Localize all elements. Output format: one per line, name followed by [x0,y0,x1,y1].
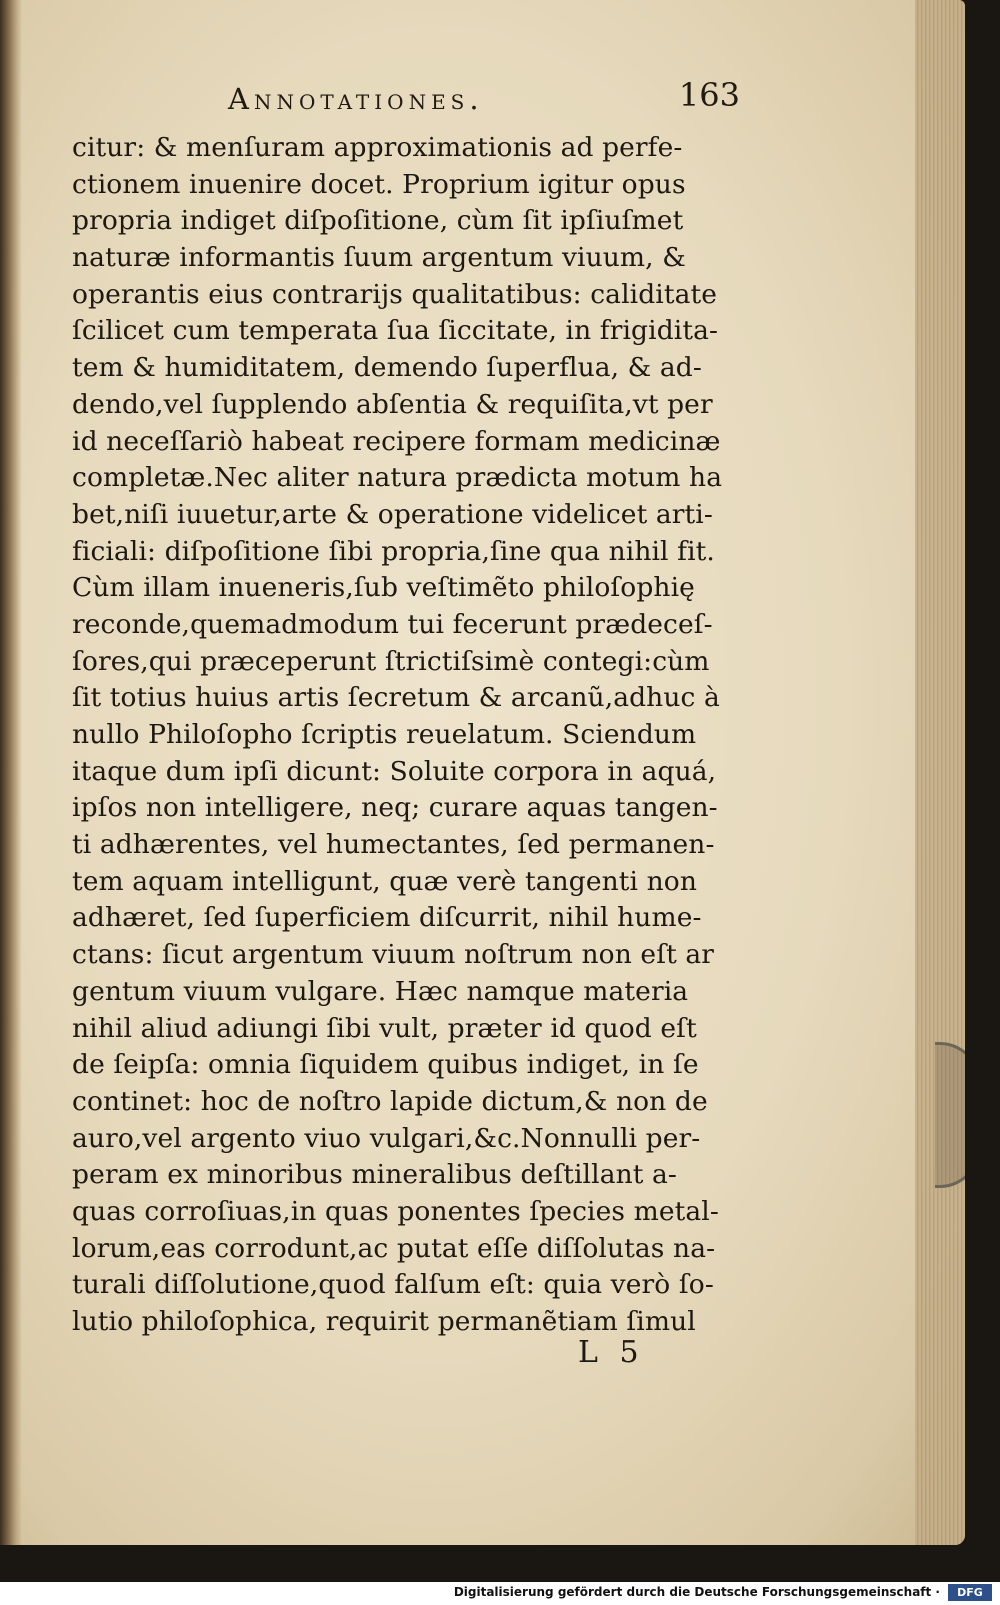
page-edges [915,0,965,1545]
text-line: auro,vel argento viuo vulgari,&c.Nonnulli per- [72,1122,701,1154]
text-line: operantis eius contrarijs qualitatibus: caliditate [72,278,718,310]
text-line: nihil aliud adiungi ſibi vult, præter id quod eſt [72,1012,697,1044]
text-line: lorum,eas corrodunt,ac putat eſſe diſſolutas na- [72,1232,716,1264]
text-line: quas corroſiuas,in quas ponentes ſpecies metal- [72,1195,719,1227]
text-line: citur: & menſuram approximationis ad perfe- [72,132,683,163]
text-line: ti adhærentes, vel humectantes, ſed permanen- [72,829,715,861]
text-line: adhæret, ſed ſuperficiem diſcurrit, nihil hume- [72,902,702,934]
page-header [228,76,748,120]
text-line: peram ex minoribus mineralibus deſtillant a- [72,1159,677,1191]
signature-mark: L 5 [578,1335,645,1370]
text-line: id neceſſariò habeat recipere formam medicinæ [72,425,721,457]
text-line: ſores,qui præceperunt ſtrictiſsimè contegi:cùm [72,645,710,677]
text-line: ſit totius huius artis ſecretum & arcanũ,adhuc à [72,682,720,714]
text-line: itaque dum ipſi dicunt: Soluite corpora in aquá, [72,755,717,787]
text-line: ſcilicet cum temperata ſua ſiccitate, in frigidita- [72,315,719,347]
text-line: ipſos non intelligere, neq; curare aquas tangen- [72,792,718,824]
text-line: bet,niſi iuuetur,arte & operatione videlicet arti- [72,498,713,530]
text-line: gentum viuum vulgare. Hæc namque materia [72,975,689,1007]
text-line: reconde,quemadmodum tui fecerunt prædeceſ- [72,608,713,640]
text-line: ficiali: diſpoſitione ſibi propria,ſine qua nihil fit. [72,535,715,567]
body-text [72,130,752,1341]
digitization-footer [0,1582,1000,1605]
text-line: ctans: ſicut argentum viuum noſtrum non eſt ar [72,939,715,971]
text-line: completæ.Nec aliter natura prædicta motum ha [72,462,723,494]
dfg-logo: DFG [948,1584,992,1601]
text-line: nullo Philoſopho ſcriptis reuelatum. Sciendum [72,719,697,750]
page-number: 163 [678,76,740,114]
page-binding [0,0,22,1545]
text-line: ctionem inuenire docet. Proprium igitur opus [72,168,686,200]
text-line: continet: hoc de noſtro lapide dictum,& non de [72,1085,708,1117]
running-title: Annotationes. [228,82,484,116]
text-line: tem & humiditatem, demendo ſuperflua, & ad- [72,352,702,384]
text-line: lutio philoſophica, requirit permanẽtiam ſimul [72,1306,696,1337]
text-line: tem aquam intelligunt, quæ verè tangenti non [72,865,698,897]
text-line: dendo,vel ſupplendo abſentia & requiſita,vt per [72,388,713,420]
text-line: propria indiget diſpoſitione, cùm ſit ipſiuſmet [72,205,684,237]
text-line: Cùm illam inueneris,ſub veſtimẽto philoſophię [72,572,695,604]
page-clip [935,1042,965,1188]
funding-credit: Digitalisierung gefördert durch die Deutsche Forschungsgemeinschaft · [453,1585,940,1599]
text-line: de ſeipſa: omnia ſiquidem quibus indiget, in ſe [72,1049,699,1081]
text-line: turali diſſolutione,quod falſum eſt: quia verò ſo- [72,1269,714,1301]
text-line: naturæ informantis ſuum argentum viuum, & [72,242,686,274]
